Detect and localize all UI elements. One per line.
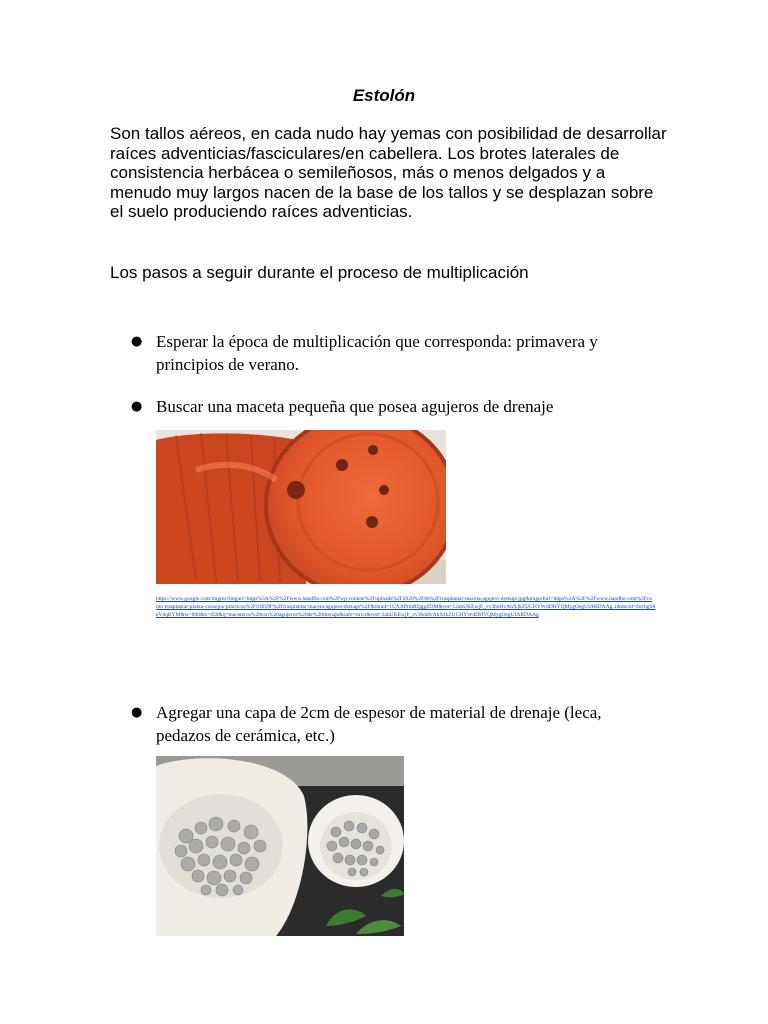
bullet-icon: ● bbox=[131, 334, 143, 349]
step-text: Agregar una capa de 2cm de espesor de material de drenaje (leca, pedazos de cerámica, etc.) bbox=[156, 703, 602, 745]
orange-plastic-pot-photo bbox=[156, 430, 446, 584]
document-title: Estolón bbox=[352, 86, 416, 105]
bullet-icon: ● bbox=[131, 399, 143, 414]
drainage-gravel-pots-photo bbox=[156, 756, 404, 936]
image-source-link[interactable]: https://www.google.com/imgres?imgurl=https%3A%2F%2Fwww.handfie.com%2Fwp-content%2Fuploads%2F2020%2F06%2Ftrasplantar-maceta-agujero-drenaje.jpg&imgrefurl=https%3A%2F%2Fwww.handfie.com%2Fcomo-trasplantar-planta-consejos-practicos%2F03059F%2Ftrasplantar-maceta-agujero-drenaje%2F&tbnid=1UXAPrmRQggZOM&vet=12ahUKEwjF_vv36oHvAhXJkZUCHYWdDHYQMygOegUIARDAAg..i&docid=fzrrhgS8eVdqBYM&w=800&h=450&q=maceteros%20con%20agujeros%20de%20drenaje&safe=strict&ved=2ahUKEwjF_vv36oHvAhXJkZUCHYWdDHYQMygOegUIARDAAg bbox=[156, 596, 656, 618]
step-text: Buscar una maceta pequeña que posea agujeros de drenaje bbox=[156, 397, 554, 416]
bullet-icon: ● bbox=[131, 705, 143, 720]
step-text: Esperar la época de multiplicación que corresponda: primavera y principios de verano. bbox=[156, 332, 598, 374]
steps-heading: Los pasos a seguir durante el proceso de multiplicación bbox=[110, 263, 529, 282]
intro-paragraph: Son tallos aéreos, en cada nudo hay yemas con posibilidad de desarrollar raíces adventicias/fasciculares/en cabellera. Los brotes laterales de consistencia herbácea o semileñosos, más o menos delgados y a menudo muy largos nacen de la base de los tallos y se desplazan sobre el suelo produciendo raíces adventicias. bbox=[110, 124, 667, 222]
